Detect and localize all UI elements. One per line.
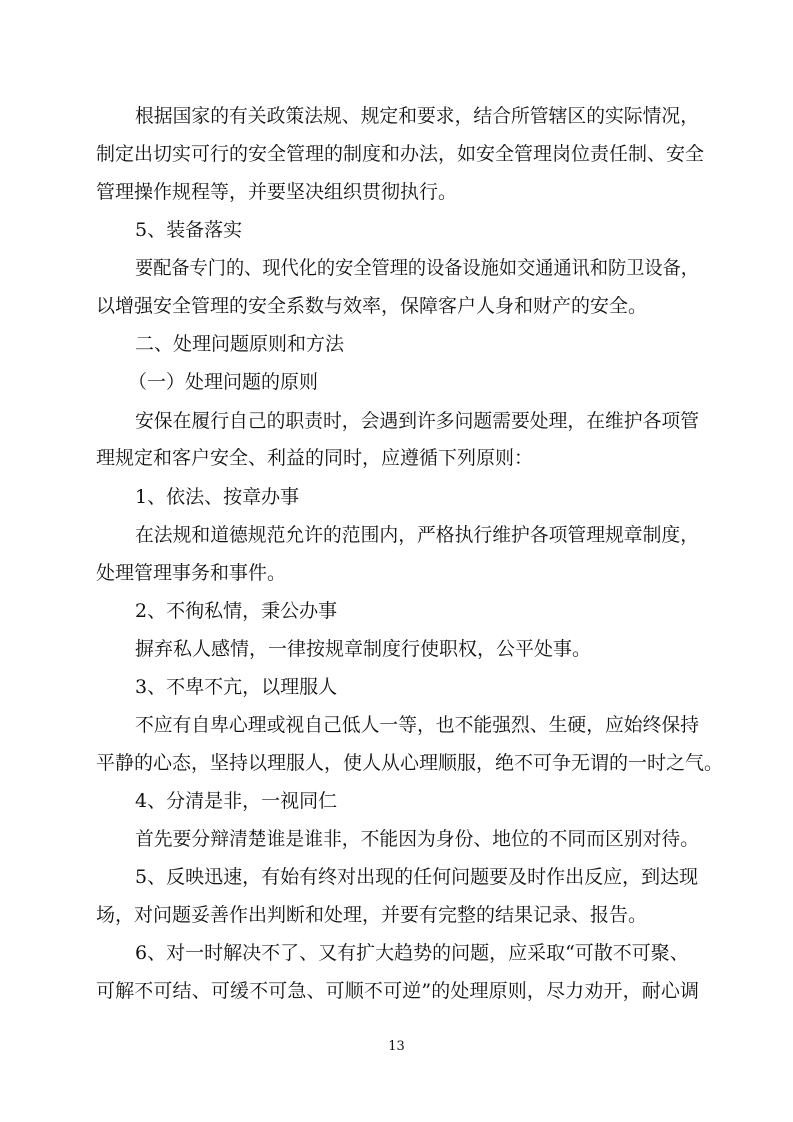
- body-text-line: 不应有自卑心理或视自己低人一等，也不能强烈、生硬，应始终保持: [135, 714, 700, 736]
- body-text-line: 要配备专门的、现代化的安全管理的设备设施如交通通讯和防卫设备，: [135, 257, 700, 279]
- section-heading: 二、处理问题原则和方法: [135, 333, 345, 355]
- body-text-line: 平静的心态，坚持以理服人，使人从心理顺服，绝不可争无谓的一时之气。: [96, 752, 724, 774]
- body-text-line: 管理操作规程等，并要坚决组织贯彻执行。: [96, 181, 458, 203]
- section-heading: 2、不徇私情，秉公办事: [135, 600, 338, 622]
- body-text-line: 以增强安全管理的安全系数与效率，保障客户人身和财产的安全。: [96, 295, 648, 317]
- section-heading: 3、不卑不亢，以理服人: [135, 676, 338, 698]
- section-heading: 5、装备落实: [135, 219, 243, 241]
- body-text-line: 根据国家的有关政策法规、规定和要求，结合所管辖区的实际情况，: [135, 105, 700, 127]
- subsection-heading: （一）处理问题的原则: [128, 371, 319, 393]
- body-text-line: 处理管理事务和事件。: [96, 562, 287, 584]
- body-text-line: 可解不可结、可缓不可急、可顺不可逆”的处理原则，尽力劝开，耐心调: [96, 980, 699, 1002]
- section-heading: 4、分清是非，一视同仁: [135, 790, 338, 812]
- body-text-line: 摒弃私人感情，一律按规章制度行使职权，公平处事。: [135, 638, 592, 660]
- body-text-line: 在法规和道德规范允许的范围内，严格执行维护各项管理规章制度，: [135, 524, 700, 546]
- body-text-line: 制定出切实可行的安全管理的制度和办法，如安全管理岗位责任制、安全: [96, 143, 705, 165]
- body-text-line: 理规定和客户安全、利益的同时，应遵循下列原则：: [96, 447, 534, 469]
- page-number: 13: [388, 1039, 405, 1054]
- body-text-line: 6、对一时解决不了、又有扩大趋势的问题，应采取“可散不可聚、: [135, 942, 689, 964]
- body-text-line: 场，对问题妥善作出判断和处理，并要有完整的结果记录、报告。: [96, 904, 648, 926]
- body-text-line: 5、反映迅速，有始有终对出现的任何问题要及时作出反应，到达现: [135, 866, 699, 888]
- section-heading: 1、依法、按章办事: [135, 486, 300, 508]
- body-text-line: 首先要分辩清楚谁是谁非，不能因为身份、地位的不同而区别对待。: [135, 828, 700, 850]
- body-text-line: 安保在履行自己的职责时，会遇到许多问题需要处理，在维护各项管: [135, 410, 700, 432]
